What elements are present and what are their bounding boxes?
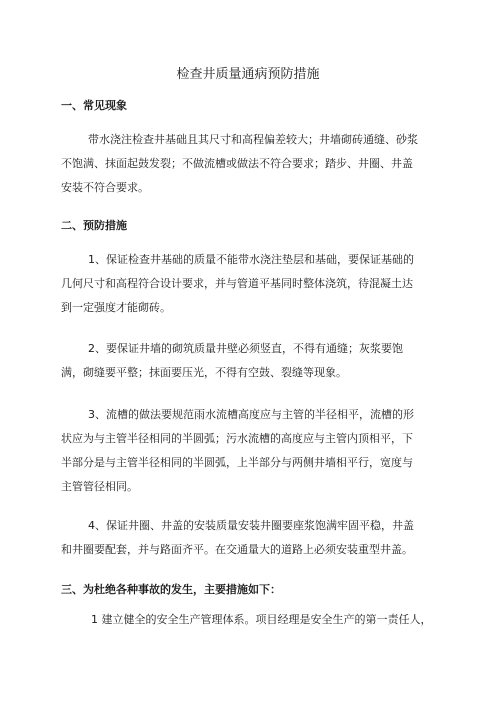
section-2-paragraph-1 [61, 248, 441, 320]
section-1-paragraph-1 [61, 128, 441, 200]
paragraph-line: 2、要保证井墙的砌筑质量井壁必须竖直，不得有通缝；灰浆要饱 [88, 342, 403, 355]
paragraph-line: 1、保证检查井基础的质量不能带水浇注垫层和基础，要保证基础的 [88, 253, 414, 266]
section-heading-2: 二、预防措施 [61, 219, 127, 232]
section-heading-3: 三、为杜绝各种事故的发生，主要措施如下： [61, 583, 281, 596]
paragraph-line: 不饱满、抹面起鼓发裂；不做流槽或做法不符合要求；踏步、井圈、井盖 [61, 157, 413, 170]
section-3-paragraph-1 [61, 608, 441, 632]
section-2-paragraph-3 [61, 403, 441, 499]
paragraph-line: 带水浇注检查井基础且其尺寸和高程偏差较大；井墙砌砖通缝、砂浆 [88, 133, 418, 146]
paragraph-line: 几何尺寸和高程符合设计要求，并与管道平基同时整体浇筑，待混凝土达 [61, 277, 413, 290]
paragraph-line: 半部分是与主管半径相同的半圆弧，上半部分与两侧井墙相平行，宽度与 [61, 456, 413, 469]
paragraph-line: 到一定强度才能砌砖。 [61, 301, 171, 314]
document-title: 检查井质量通病预防措施 [176, 67, 320, 82]
paragraph-line: 主管管径相同。 [61, 480, 138, 493]
section-2-paragraph-2 [61, 337, 441, 385]
paragraph-line: 安装不符合要求。 [61, 181, 149, 194]
paragraph-line: 1 建立健全的安全生产管理体系。项目经理是安全生产的第一责任人， [91, 613, 432, 626]
section-heading-1: 一、常见现象 [61, 99, 127, 112]
section-2-paragraph-4 [61, 514, 441, 562]
paragraph-line: 和井圈要配套，并与路面齐平。在交通量大的道路上必须安装重型井盖。 [61, 543, 413, 556]
paragraph-line: 满，砌缝要平整；抹面要压光，不得有空鼓、裂缝等现象。 [61, 366, 347, 379]
paragraph-line: 3、流槽的做法要规范雨水流槽高度应与主管的半径相平，流槽的形 [88, 408, 414, 421]
paragraph-line: 状应为与主管半径相同的半圆弧；污水流槽的高度应与主管内顶相平，下 [61, 432, 413, 445]
paragraph-line: 4、保证井圈、井盖的安装质量安装井圈要座浆饱满牢固平稳，井盖 [88, 519, 414, 532]
